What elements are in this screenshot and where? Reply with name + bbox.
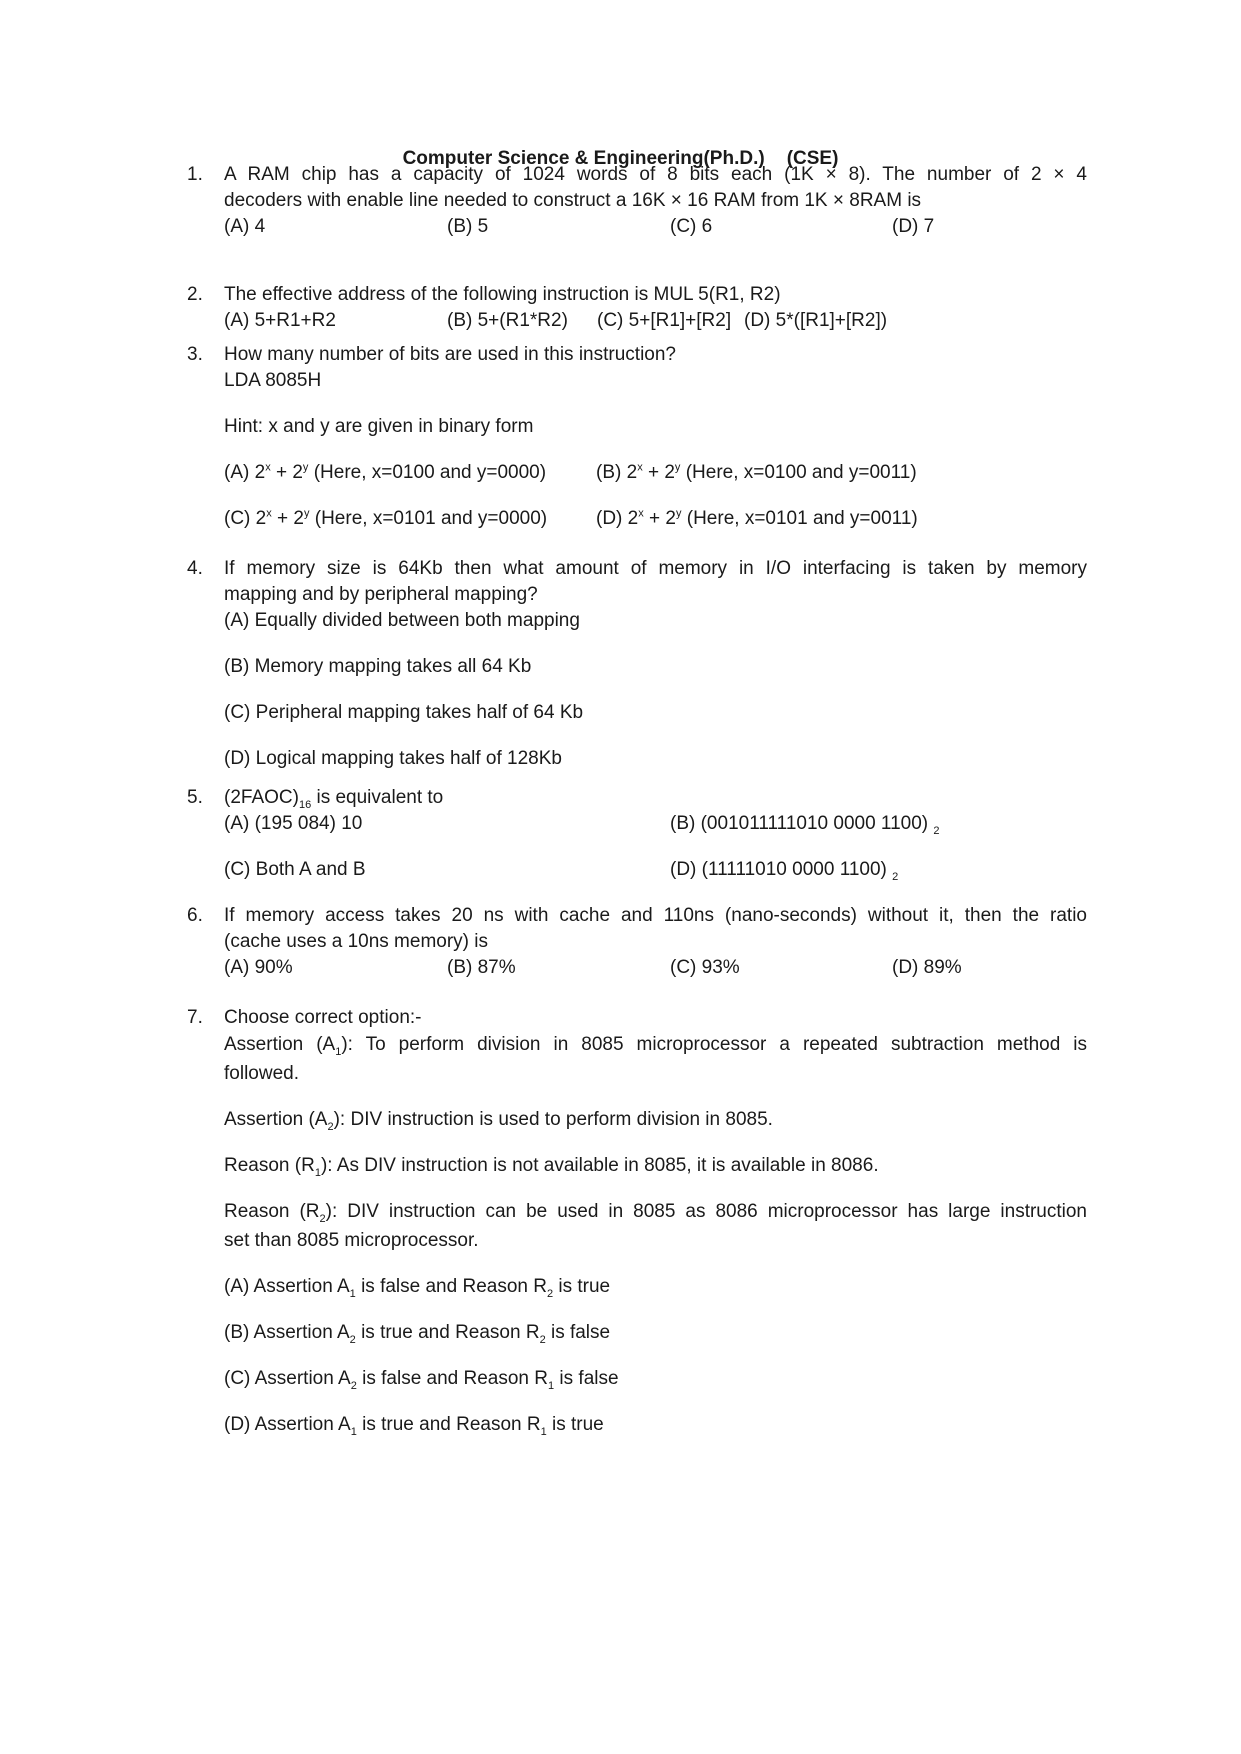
hint-text: Hint: x and y are given in binary form bbox=[224, 416, 534, 437]
question-text-line: If memory access takes 20 ns with cache and 110ns (nano-seconds) without it, then the ratio bbox=[224, 905, 1087, 926]
question-text-line: If memory size is 64Kb then what amount of memory in I/O interfacing is taken by memory bbox=[224, 558, 1087, 579]
question-number: 7. bbox=[187, 1007, 203, 1028]
option-c: (C) 93% bbox=[670, 957, 740, 978]
reason-r2: Reason $(R_2)$: DIV instruction can be used in 8085 as 8086 microprocessor has large instruction bbox=[224, 1201, 1087, 1225]
option-b: (B) 87% bbox=[447, 957, 516, 978]
question-number: 2. bbox=[187, 284, 203, 305]
option-b: (B) Memory mapping takes all 64 Kb bbox=[224, 656, 532, 677]
option-d: (D) Logical mapping takes half of 128Kb bbox=[224, 748, 562, 769]
option-a: (A) 4 bbox=[224, 216, 266, 237]
option-c: (C) Both A and B bbox=[224, 859, 366, 880]
question-text-line: A RAM chip has a capacity of 1024 words of 8 bits each (1K × 8). The number of 2 × 4 bbox=[224, 164, 1087, 185]
option-a: (A) 90% bbox=[224, 957, 293, 978]
assertion-a2: Assertion $(A_2)$: DIV instruction is used to perform division in 8085. bbox=[224, 1109, 773, 1133]
question-number: 3. bbox=[187, 344, 203, 365]
instruction-line: LDA 8085H bbox=[224, 370, 322, 391]
option-a: (A) Equally divided between both mapping bbox=[224, 610, 580, 631]
option-d: (D) 7 bbox=[892, 216, 935, 237]
question-text-line: (cache uses a 10ns memory) is bbox=[224, 931, 488, 952]
question-intro: Choose correct option:- bbox=[224, 1007, 422, 1028]
question-text-line: The effective address of the following instruction is MUL 5(R1, R2) bbox=[224, 284, 781, 305]
option-b: (B) 5 bbox=[447, 216, 489, 237]
question-text-line: How many number of bits are used in this instruction? bbox=[224, 344, 676, 365]
question-number: 1. bbox=[187, 164, 203, 185]
title-text: Computer Science & Engineering(Ph.D.) bbox=[402, 148, 765, 169]
question-number: 4. bbox=[187, 558, 203, 579]
option-d: (D) Assertion $A_1$ is true and Reason $R_1$ is true bbox=[224, 1414, 604, 1438]
option-c: (C) $2^x + 2^y$ (Here, x=0101 and y=0000) bbox=[224, 507, 548, 529]
assertion-a1-line2: followed. bbox=[224, 1063, 299, 1084]
title-code: (CSE) bbox=[786, 148, 839, 169]
option-b: (B) (001011111010 0000 1100) $_2$ bbox=[670, 813, 940, 837]
option-a: (A) $2^x + 2^y$ (Here, x=0100 and y=0000) bbox=[224, 461, 547, 483]
option-a: (A) Assertion $A_1$ is false and Reason $R_2$ is true bbox=[224, 1276, 611, 1300]
option-b: (B) $2^x + 2^y$ (Here, x=0100 and y=0011) bbox=[596, 461, 917, 483]
question-text-line: mapping and by peripheral mapping? bbox=[224, 584, 538, 605]
question-text-line: decoders with enable line needed to construct a 16K × 16 RAM from 1K × 8RAM is bbox=[224, 190, 922, 211]
reason-r1: Reason $(R_1)$: As DIV instruction is not available in 8085, it is available in 8086. bbox=[224, 1155, 879, 1179]
option-d: (D) $2^x + 2^y$ (Here, x=0101 and y=0011) bbox=[596, 507, 918, 529]
assertion-a1: Assertion $(A_1)$: To perform division in 8085 microprocessor a repeated subtraction method is bbox=[224, 1034, 1087, 1058]
option-c: (C) 5+[R1]+[R2] bbox=[597, 310, 732, 331]
option-d: (D) (11111010 0000 1100) $_2$ bbox=[670, 859, 899, 883]
option-b: (B) 5+(R1*R2) bbox=[447, 310, 568, 331]
option-d: (D) 5*([R1]+[R2]) bbox=[744, 310, 888, 331]
option-c: (C) Peripheral mapping takes half of 64 Kb bbox=[224, 702, 584, 723]
option-c: (C) 6 bbox=[670, 216, 713, 237]
question-number: 6. bbox=[187, 905, 203, 926]
option-b: (B) Assertion $A_2$ is true and Reason $R_2$ is false bbox=[224, 1322, 611, 1346]
reason-r2-line2: set than 8085 microprocessor. bbox=[224, 1230, 479, 1251]
option-c: (C) Assertion $A_2$ is false and Reason $R_1$ is false bbox=[224, 1368, 619, 1392]
question-number: 5. bbox=[187, 787, 203, 808]
option-d: (D) 89% bbox=[892, 957, 962, 978]
option-a: (A) (195 084) 10 bbox=[224, 813, 363, 834]
option-a: (A) 5+R1+R2 bbox=[224, 310, 336, 331]
question-text-line: $(2FAOC)_{16}$ is equivalent to bbox=[224, 787, 444, 811]
